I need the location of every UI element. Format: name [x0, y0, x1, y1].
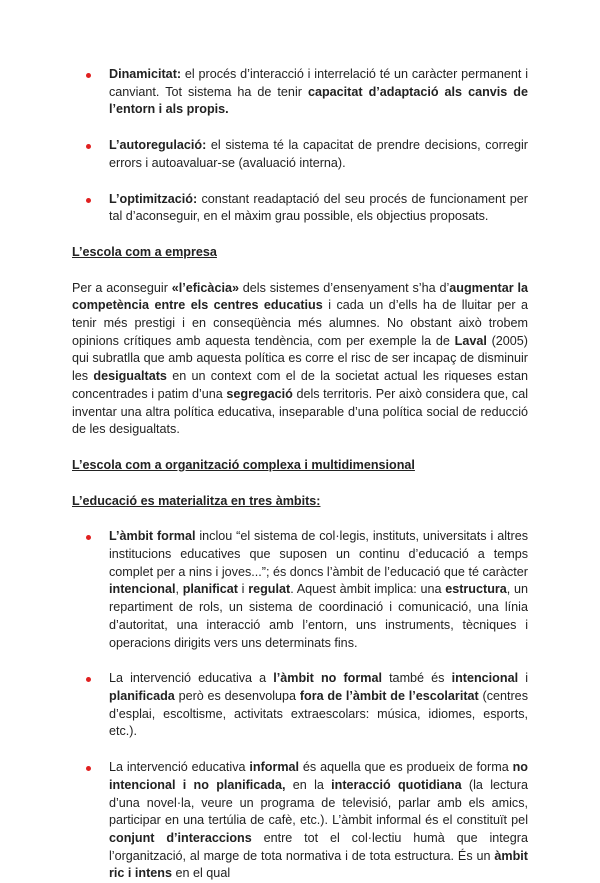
- bullet-item: [72, 670, 528, 741]
- section-heading-escola-empresa: L’escola com a empresa: [72, 244, 217, 259]
- bullet-item: [72, 191, 528, 226]
- bullet-text: L’àmbit formal inclou “el sistema de col·legis, instituts, universitats i altres institucions educatives que suposen un continu d’educació a temps complet per a nins i joves...”; és doncs l’àmbit de l’educació que té caràcter intencional, planificat i regulat. Aquest àmbit implica: una estructura, un repartiment de rols, un sistema de coordinació i comunicació, una línia d’autoritat, una interacció amb l’entorn, uns instruments, tècniques i operacions dirigits vers uns determinats fins.: [109, 529, 529, 650]
- bullet-dot-icon: [86, 677, 91, 682]
- bullet-dot-icon: [86, 535, 91, 540]
- bullet-item: [72, 759, 528, 883]
- paragraph-escola-empresa: Per a aconseguir «l’eficàcia» dels sistemes d’ensenyament s’ha d’augmentar la competència entre els centres educatius i cada un d’ells ha de lluitar per a tenir més prestigi i en conseqüència més alumnes. No obstant això trobem opinions crítiques amb aquesta tendència, com per exemple la de Laval (2005) qui subratlla que amb aquesta política es corre el risc de ser incapaç de disminuir les desigualtats en un context com el de la societat actual les riqueses estan concentrades i patim d’una segregació dels territoris. Per això considera que, cal inventar una altra política educativa, inseparable d’una política social de reducció de les desigualtats.: [72, 280, 528, 437]
- bullet-list-bottom: [72, 528, 528, 883]
- bullet-item: [72, 66, 528, 119]
- bullet-text: La intervenció educativa a l’àmbit no formal també és intencional i planificada però es desenvolupa fora de l’àmbit de l’escolaritat (centres d’esplai, escoltisme, activitats extraescolars: música, idiomes, esports, etc.).: [109, 671, 528, 739]
- section-heading-tres-ambits: L’educació es materialitza en tres àmbits:: [72, 493, 321, 508]
- section-heading-organitzacio: L’escola com a organització complexa i multidimensional: [72, 457, 415, 472]
- bullet-dot-icon: [86, 766, 91, 771]
- bullet-text: Dinamicitat: el procés d’interacció i interrelació té un caràcter permanent i canviant. Tot sistema ha de tenir capacitat d’adaptació als canvis de l’entorn i als propis.: [109, 67, 528, 117]
- bullet-dot-icon: [86, 73, 91, 78]
- document-page: [72, 66, 528, 883]
- bullet-list-top: [72, 66, 528, 226]
- bullet-dot-icon: [86, 144, 91, 149]
- bullet-text: La intervenció educativa informal és aquella que es produeix de forma no intencional i no planificada, en la interacció quotidiana (la lectura d’una novel·la, veure un programa de televisió, parlar amb els amics, participar en una tertúlia de cafè, etc.). L’àmbit informal és el constituït pel conjunt d’interaccions entre tot el col·lectiu humà que integra l’organització, al marge de tota normativa i de tota estructura. És un àmbit ric i intens en el qual: [109, 760, 528, 881]
- bullet-dot-icon: [86, 198, 91, 203]
- bullet-text: L’autoregulació: el sistema té la capacitat de prendre decisions, corregir errors i autoavaluar-se (avaluació interna).: [109, 138, 528, 170]
- bullet-item: [72, 528, 528, 652]
- bullet-text: L’optimització: constant readaptació del seu procés de funcionament per tal d’aconseguir, en el màxim grau possible, els objectius proposats.: [109, 191, 528, 224]
- bullet-item: [72, 137, 528, 172]
